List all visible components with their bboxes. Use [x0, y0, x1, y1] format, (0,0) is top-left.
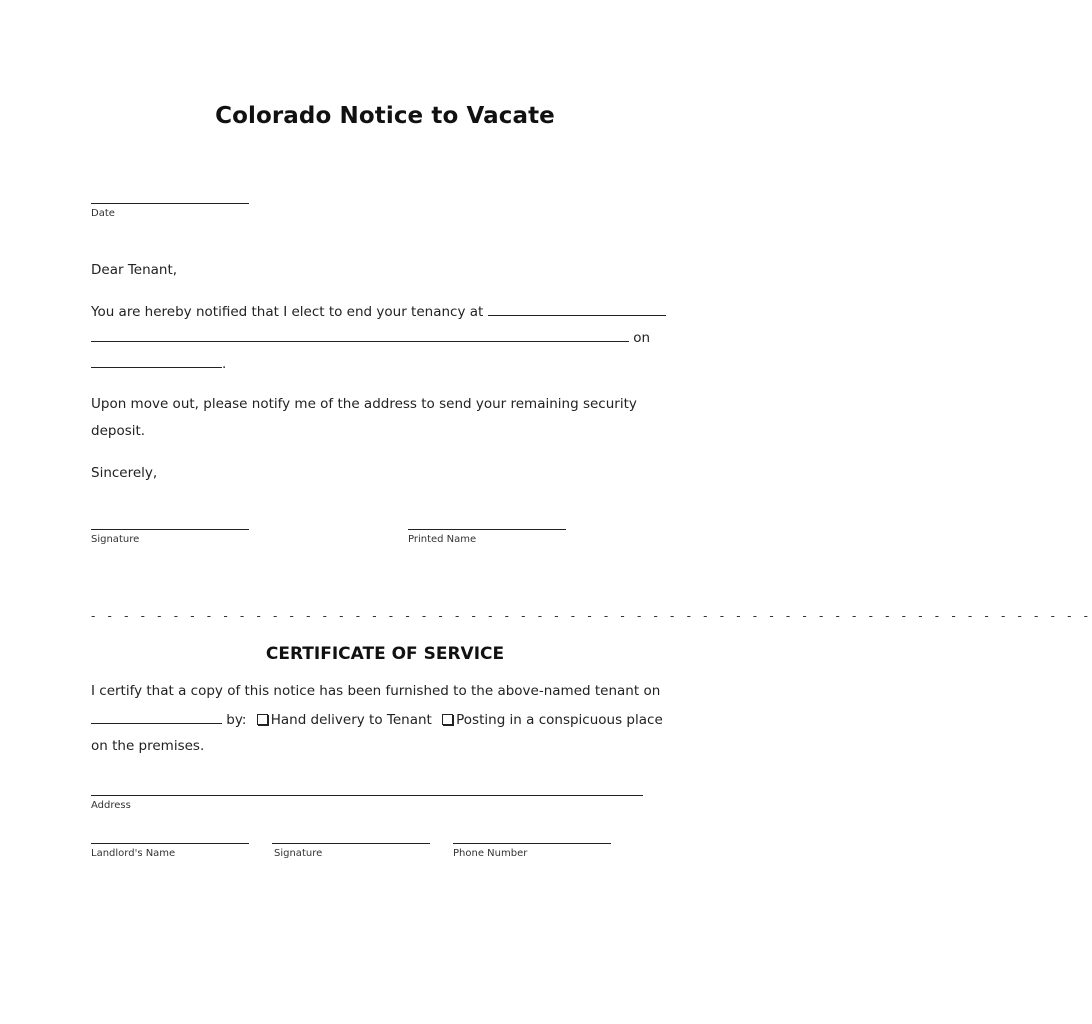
on-word: on [633, 330, 651, 346]
phone-number-line[interactable] [453, 843, 611, 844]
certificate-title: CERTIFICATE OF SERVICE [265, 644, 505, 664]
date-label: Date [91, 208, 115, 219]
cut-line-separator: - - - - - - - - - - - - - - - - - - - - - - - - - - - - - - - - - - - - - - - - - - - - - - - - - - - - - - - - - - - - - [91, 609, 1092, 623]
service-date-blank[interactable] [91, 711, 222, 724]
hand-delivery-label: Hand delivery to Tenant [270, 712, 432, 728]
certificate-line-2 [91, 711, 663, 728]
posting-label: Posting in a conspicuous place [456, 712, 663, 728]
notice-line-2 [91, 329, 650, 346]
address-blank[interactable] [488, 303, 666, 316]
hand-delivery-checkbox[interactable] [257, 714, 268, 725]
certificate-signature-label: Signature [274, 848, 323, 859]
date-line[interactable] [91, 203, 249, 204]
signature-label: Signature [91, 534, 140, 545]
by-word: by: [226, 712, 247, 728]
notice-line-3 [91, 355, 226, 372]
notice-line-1 [91, 303, 666, 320]
posting-checkbox[interactable] [442, 714, 453, 725]
end-punct: . [222, 356, 227, 372]
address-blank-continued[interactable] [91, 329, 629, 342]
landlord-name-label: Landlord's Name [91, 848, 176, 859]
signature-line[interactable] [91, 529, 249, 530]
closing: Sincerely, [91, 465, 158, 481]
document-title: Colorado Notice to Vacate [215, 103, 555, 129]
certificate-line-1: I certify that a copy of this notice has been furnished to the above-named tenant on [91, 683, 661, 699]
address-label: Address [91, 800, 131, 811]
end-date-blank[interactable] [91, 355, 222, 368]
phone-number-label: Phone Number [453, 848, 528, 859]
address-line[interactable] [91, 795, 643, 796]
notice-text: You are hereby notified that I elect to end your tenancy at [91, 304, 484, 320]
deposit-paragraph: Upon move out, please notify me of the address to send your remaining security deposit. [91, 396, 637, 439]
landlord-name-line[interactable] [91, 843, 249, 844]
certificate-signature-line[interactable] [272, 843, 430, 844]
printed-name-label: Printed Name [408, 534, 477, 545]
certificate-line-3: on the premises. [91, 738, 205, 754]
salutation: Dear Tenant, [91, 262, 178, 278]
printed-name-line[interactable] [408, 529, 566, 530]
